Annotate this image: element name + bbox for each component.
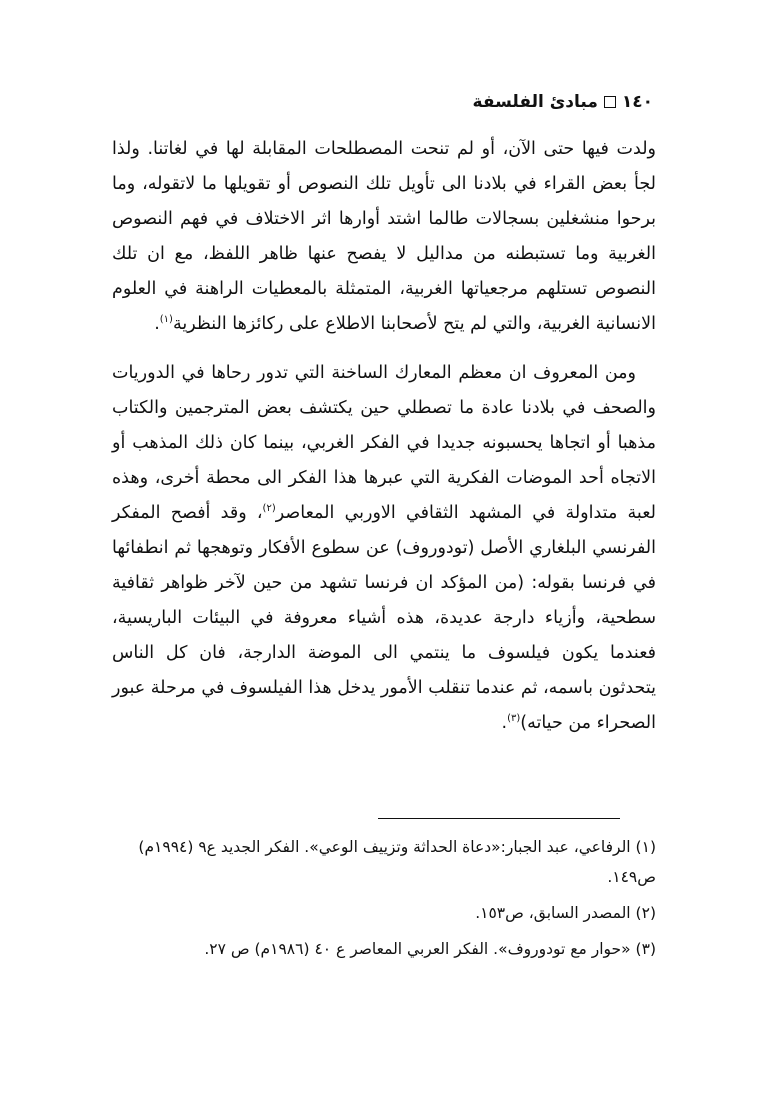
paragraph-2-text-b: ، وقد أفصح المفكر الفرنسي البلغاري الأصل (تودوروف) عن سطوع الأفكار وتوهجها ثم انطفائها في فرنسا بقوله: (من المؤكد ان فرنسا تشهد من حين لآخر ظواهر ثقافية سطحية، وأزياء دارجة عديدة، هذه أشياء معروفة في البيئات الباريسية، فعندما يكون فيلسوف ما ينتمي الى الموضة الدارجة، فان كل الناس يتحدثون باسمه، ثم عندما تنقلب الأمور يدخل هذا الفيلسوف في مرحلة عبور الصحراء من حياته) xyxy=(112,503,656,733)
paragraph-1-text: ولدت فيها حتى الآن، أو لم تنحت المصطلحات المقابلة لها في لغاتنا. ولذا لجأ بعض القراء في بلادنا الى تأويل تلك النصوص أو تقويلها ما لاتقوله، وما برحوا منشغلين بسجالات طالما اشتد أوارها اثر الاختلاف في فهم النصوص الغربية وما تستبطنه من مداليل لا يفصح عنها ظاهر اللفظ، مع ان تلك النصوص تستلهم مرجعياتها الغربية، المتمثلة بالمعطيات الراهنة في العلوم الانسانية الغربية، والتي لم يتح لأصحابنا الاطلاع على ركائزها النظرية xyxy=(112,139,656,334)
footnote-2 xyxy=(112,898,656,928)
page-number: ١٤٠ xyxy=(621,92,653,112)
main-text xyxy=(112,132,656,741)
paragraph-1 xyxy=(112,132,656,342)
paragraph-2 xyxy=(112,356,656,741)
paragraph-1-end: . xyxy=(154,314,160,334)
footnote-3-text: «حوار مع تودوروف». الفكر العربي المعاصر ع ٤٠ (١٩٨٦م) ص ٢٧. xyxy=(204,940,631,958)
footnote-2-number: (٢) xyxy=(635,904,656,922)
footnote-ref-1: (١) xyxy=(159,314,173,326)
footnote-divider xyxy=(378,818,620,819)
paragraph-2-end: . xyxy=(501,713,508,733)
footnote-ref-2: (٢) xyxy=(262,503,276,515)
footnotes xyxy=(112,832,656,970)
square-ornament-icon xyxy=(604,96,616,108)
footnote-1 xyxy=(112,832,656,892)
book-title: مبادئ الفلسفة xyxy=(472,92,598,112)
footnote-3 xyxy=(112,934,656,964)
footnote-ref-3: (٣) xyxy=(507,713,521,725)
footnote-1-number: (١) xyxy=(635,838,656,856)
footnote-2-text: المصدر السابق، ص١٥٣. xyxy=(475,904,631,922)
footnote-3-number: (٣) xyxy=(635,940,656,958)
footnote-1-text: الرفاعي، عبد الجبار:«دعاة الحداثة وتزييف الوعي». الفكر الجديد ع٩ (١٩٩٤م) ص١٤٩. xyxy=(138,838,656,886)
paragraph-2-text-a: ومن المعروف ان معظم المعارك الساخنة التي تدور رحاها في الدوريات والصحف في بلادنا عادة ما تصطلي حين يكتشف بعض المترجمين والكتاب مذهبا أو اتجاها يحسبونه جديدا في الفكر الغربي، بينما كان ذلك المذهب أو الاتجاه أحد الموضات الفكرية التي عبرها هذا الفكر الى محطة أخرى، وهذه لعبة متداولة في المشهد الثقافي الاوربي المعاصر xyxy=(112,363,656,523)
running-header xyxy=(473,92,653,112)
